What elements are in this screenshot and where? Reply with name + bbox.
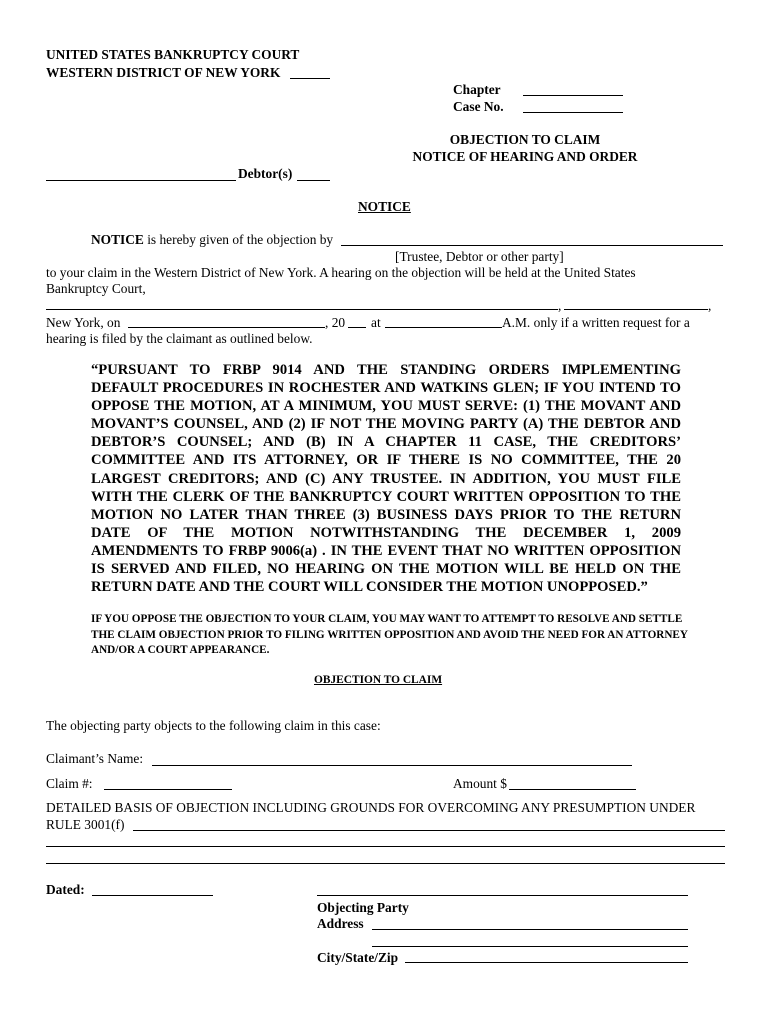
chapter-field[interactable] bbox=[523, 95, 623, 96]
basis-line2: RULE 3001(f) bbox=[46, 817, 125, 832]
advice-paragraph: IF YOU OPPOSE THE OBJECTION TO YOUR CLAIM, YOU MAY WANT TO ATTEMPT TO RESOLVE AND SETTLE THE CLAIM OBJECTION PRIOR TO FILING WRITTEN OPPOSITION AND AVOID THE NEED FOR AN ATTORNEY AND/OR A COURT APPEARANCE. bbox=[91, 613, 688, 656]
objection-intro: The objecting party objects to the following claim in this case: bbox=[46, 718, 381, 733]
basis-field-3[interactable] bbox=[46, 863, 725, 864]
amount-field[interactable] bbox=[509, 789, 636, 790]
debtor-underline bbox=[297, 180, 330, 181]
comma-2: , bbox=[708, 298, 712, 313]
case-no-field[interactable] bbox=[523, 112, 623, 113]
objection-heading: OBJECTION TO CLAIM bbox=[314, 674, 443, 686]
signature-field[interactable] bbox=[317, 895, 688, 896]
basis-field-1[interactable] bbox=[133, 830, 725, 831]
notice-lead-rest: is hereby given of the objection by bbox=[143, 232, 334, 247]
amount-label: Amount $ bbox=[453, 776, 507, 791]
basis-line1: DETAILED BASIS OF OBJECTION INCLUDING GROUNDS FOR OVERCOMING ANY PRESUMPTION UNDER bbox=[46, 800, 696, 815]
claim-no-field[interactable] bbox=[104, 789, 232, 790]
claimant-name-field[interactable] bbox=[152, 765, 632, 766]
party-hint: [Trustee, Debtor or other party] bbox=[395, 249, 564, 264]
ny-on-label: New York, on bbox=[46, 315, 121, 330]
comma-1: , bbox=[558, 298, 562, 313]
notice-line6: hearing is filed by the claimant as outlined below. bbox=[46, 331, 313, 346]
year-field[interactable] bbox=[348, 327, 366, 328]
title-line1: OBJECTION TO CLAIM bbox=[449, 132, 601, 147]
notice-line2: to your claim in the Western District of New York. A hearing on the objection will be held at the United States bbox=[46, 265, 636, 280]
dated-label: Dated: bbox=[46, 882, 85, 897]
district-underline bbox=[290, 78, 330, 79]
address-field-2[interactable] bbox=[372, 946, 688, 947]
city-state-zip-label: City/State/Zip bbox=[317, 950, 399, 965]
title-line2: NOTICE OF HEARING AND ORDER bbox=[412, 149, 638, 164]
basis-field-2[interactable] bbox=[46, 846, 725, 847]
court-city-field[interactable] bbox=[564, 309, 708, 310]
court-address-field[interactable] bbox=[46, 309, 558, 310]
city-state-zip-field[interactable] bbox=[405, 962, 688, 963]
at-label: at bbox=[371, 315, 381, 330]
debtor-label: Debtor(s) bbox=[238, 166, 293, 181]
objecting-party-label: Objecting Party bbox=[317, 900, 409, 915]
objecting-party-field[interactable] bbox=[341, 245, 723, 246]
address-field-1[interactable] bbox=[372, 929, 688, 930]
court-name: UNITED STATES BANKRUPTCY COURT bbox=[46, 47, 300, 62]
notice-lead-bold: NOTICE bbox=[91, 232, 144, 247]
notice-heading: NOTICE bbox=[358, 199, 411, 214]
hearing-date-field[interactable] bbox=[128, 327, 325, 328]
district-name: WESTERN DISTRICT OF NEW YORK bbox=[46, 65, 281, 80]
address-label: Address bbox=[317, 916, 364, 931]
hearing-time-field[interactable] bbox=[385, 327, 502, 328]
year-label: , 20 bbox=[325, 315, 346, 330]
notice-lead bbox=[91, 232, 333, 248]
chapter-label: Chapter bbox=[453, 82, 501, 97]
dated-field[interactable] bbox=[92, 895, 213, 896]
case-no-label: Case No. bbox=[453, 99, 504, 114]
am-text: A.M. only if a written request for a bbox=[502, 315, 690, 330]
claim-no-label: Claim #: bbox=[46, 776, 93, 791]
debtor-field[interactable] bbox=[46, 180, 236, 181]
frbp-rule-paragraph: “PURSUANT TO FRBP 9014 AND THE STANDING ORDERS IMPLEMENTING DEFAULT PROCEDURES IN ROCHESTER AND WATKINS GLEN; IF YOU INTEND TO OPPOSE THE MOTION, AT A MINIMUM, YOU MUST SERVE: (1) THE MOVANT AND MOVANT’S COUNSEL, AND (2) IF NOT THE MOVING PARTY (A) THE DEBTOR AND DEBTOR’S COUNSEL; AND (B) IN A CHAPTER 11 CASE, THE CREDITORS’ COMMITTEE AND ITS ATTORNEY, OR IF THERE IS NO COMMITTEE, THE 20 LARGEST CREDITORS; AND (C) ANY TRUSTEE. IN ADDITION, YOU MUST FILE WITH THE CLERK OF THE BANKRUPTCY COURT WRITTEN OPPOSITION TO THE MOTION NO LATER THAN THREE (3) BUSINESS DAYS PRIOR TO THE RETURN DATE OF THE MOTION NOTWITHSTANDING THE DECEMBER 1, 2009 AMENDMENTS TO FRBP 9006(a) . IN THE EVENT THAT NO WRITTEN OPPOSITION IS SERVED AND FILED, NO HEARING ON THE MOTION WILL BE HELD ON THE RETURN DATE AND THE COURT WILL CONSIDER THE MOTION UNOPPOSED.” bbox=[91, 362, 681, 596]
notice-line3: Bankruptcy Court, bbox=[46, 281, 146, 296]
claimant-label: Claimant’s Name: bbox=[46, 751, 144, 766]
